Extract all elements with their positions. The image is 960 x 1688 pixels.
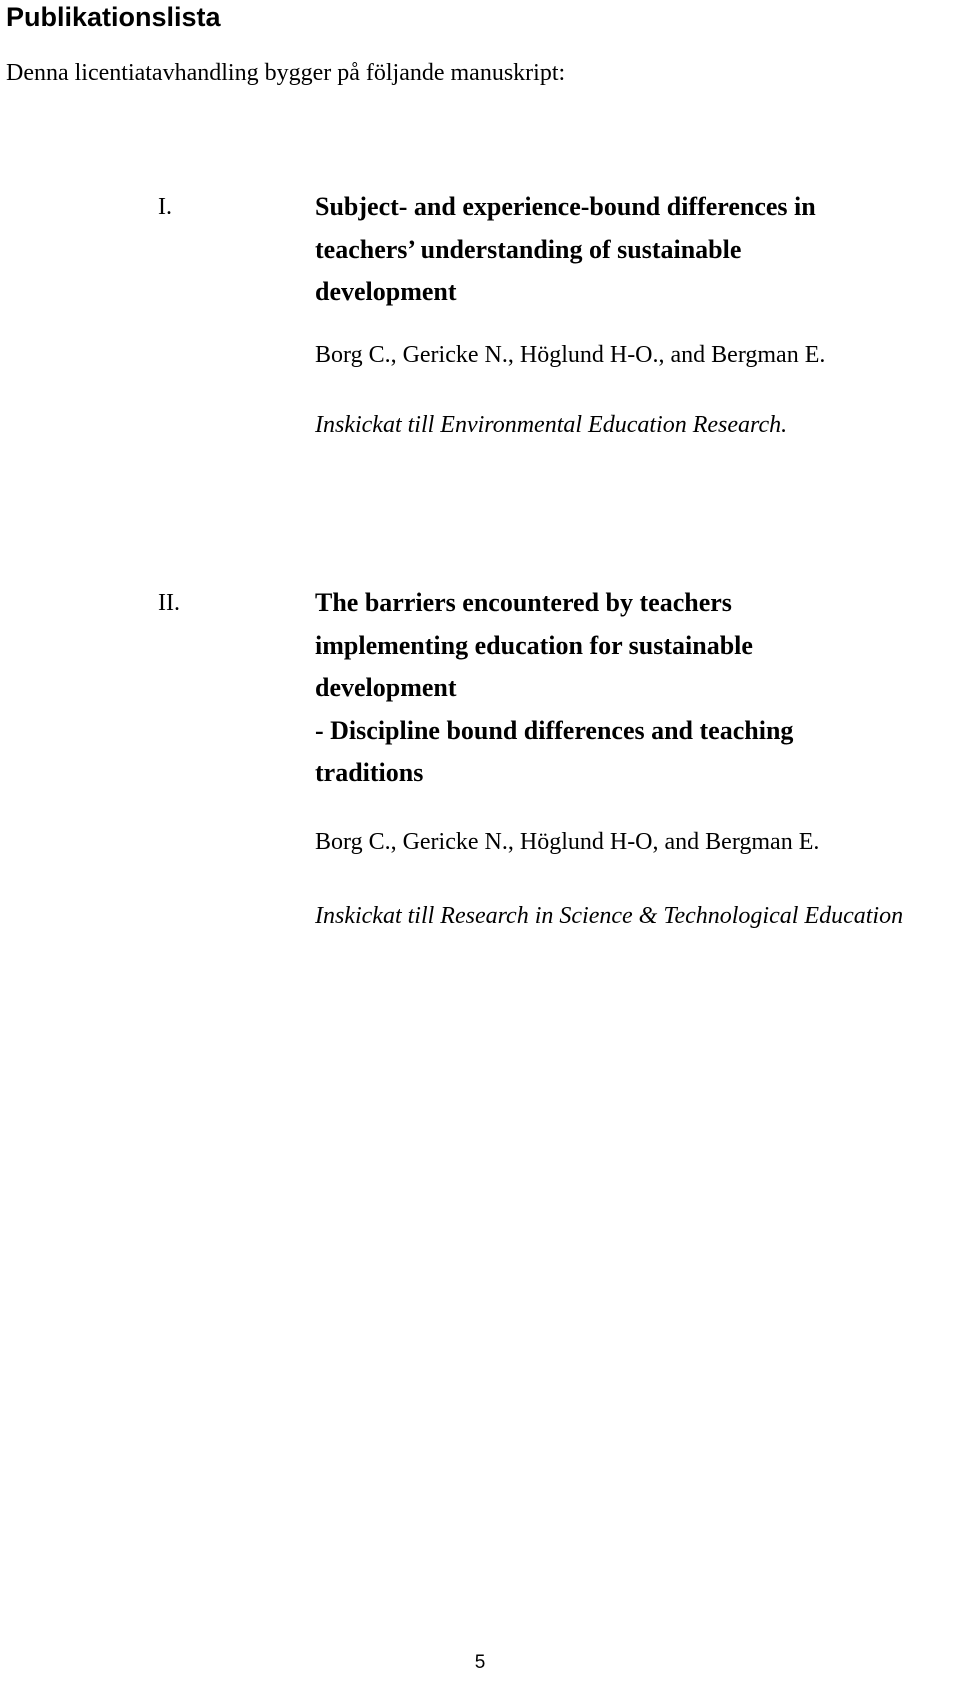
publication-status: Inskickat till Environmental Education Research. [315,411,788,438]
intro-text: Denna licentiatavhandling bygger på följande manuskript: [6,60,566,86]
publication-number: II. [158,590,180,616]
publication-title: The barriers encountered by teachers implementing education for sustainable development - Discipline bound differences and teaching traditions [315,588,794,787]
publication-body [315,582,955,931]
publication-status: Inskickat till Research in Science & Technological Education [315,902,904,929]
publication-body [315,186,955,440]
publication-number: I. [158,194,172,220]
publication-title: Subject- and experience-bound differences in teachers’ understanding of sustainable development [315,192,816,306]
publication-authors: Borg C., Gericke N., Höglund H-O., and Bergman E. [315,341,826,368]
page-number: 5 [474,1652,486,1673]
publication-authors: Borg C., Gericke N., Höglund H-O, and Bergman E. [315,828,820,855]
page-title: Publikationslista [6,2,221,32]
